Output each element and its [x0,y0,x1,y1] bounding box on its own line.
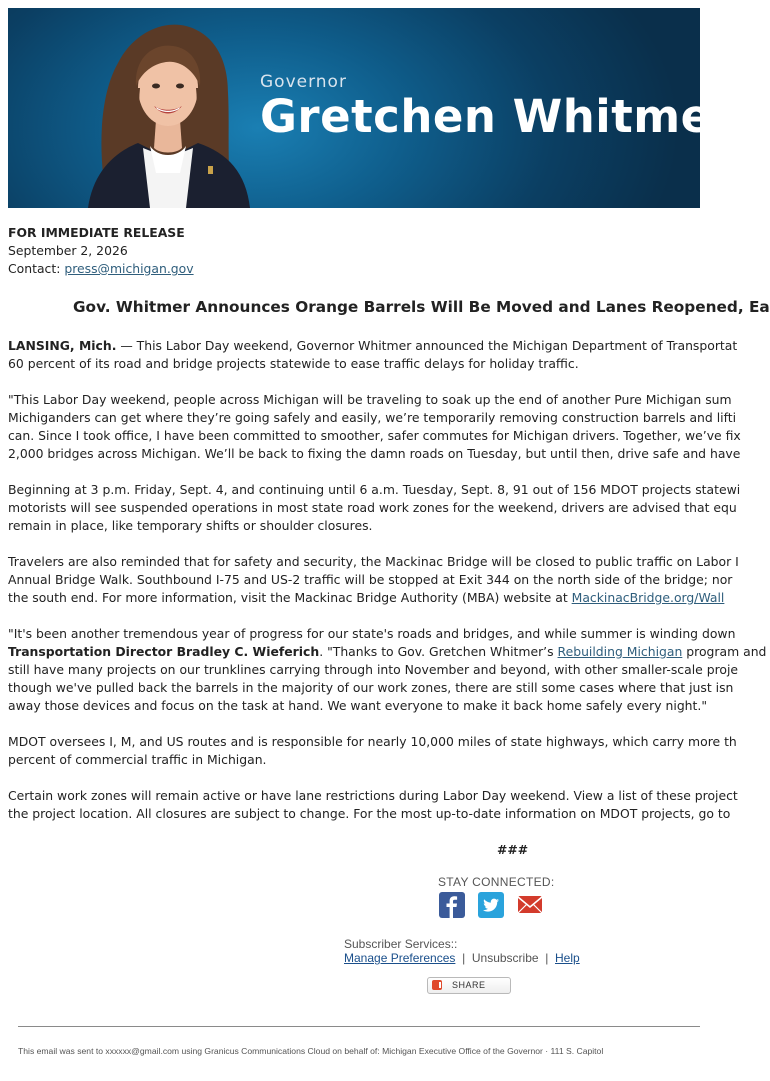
share-button[interactable] [427,977,511,994]
paragraph-5-line-4: though we've pulled back the barrels in the majority of our work zones, there are still some cases where that just isn [8,680,734,695]
governor-portrait [68,8,268,208]
paragraph-text: program and [682,644,767,659]
twitter-icon[interactable] [478,892,504,918]
dateline: LANSING, Mich. [8,338,117,353]
paragraph-6-line-2: percent of commercial traffic in Michigan. [8,752,267,767]
paragraph-1-line-1 [8,337,738,355]
paragraph-5-line-3: still have many projects on our trunklines carrying through into November and beyond, with other smaller-scale proje [8,662,739,677]
contact-email-link[interactable]: press@michigan.gov [64,261,194,276]
banner-title-name: Gretchen Whitmer [260,90,735,143]
paragraph-3-line-3: remain in place, like temporary shifts or shoulder closures. [8,518,373,533]
rebuilding-michigan-link[interactable]: Rebuilding Michigan [557,644,683,659]
paragraph-4-line-3 [8,589,725,607]
paragraph-6-line-1: MDOT oversees I, M, and US routes and is responsible for nearly 10,000 miles of state highways, which carry more th [8,734,737,749]
paragraph-7-line-1: Certain work zones will remain active or have lane restrictions during Labor Day weekend. View a list of these project [8,788,738,803]
paragraph-3-line-1: Beginning at 3 p.m. Friday, Sept. 4, and continuing until 6 a.m. Tuesday, Sept. 8, 91 out of 156 MDOT projects statewi [8,482,741,497]
paragraph-3-line-2: motorists will see suspended operations in most state road work zones for the weekend, drivers are advised that equ [8,500,737,515]
separator: | [455,951,472,965]
paragraph-5-line-2 [8,643,767,661]
paragraph-2-line-4: 2,000 bridges across Michigan. We’ll be back to fixing the damn roads on Tuesday, but until then, drive safe and have [8,446,741,461]
stay-connected-label: STAY CONNECTED: [438,875,555,889]
paragraph-text: . "Thanks to Gov. Gretchen Whitmer’s [319,644,558,659]
contact-label: Contact: [8,261,65,276]
headline: Gov. Whitmer Announces Orange Barrels Will Be Moved and Lanes Reopened, Ea [73,298,770,316]
facebook-icon[interactable] [439,892,465,918]
share-label: SHARE [452,980,486,990]
footer-divider [18,1026,700,1027]
mackinac-bridge-link[interactable]: MackinacBridge.org/Wall [571,590,725,605]
paragraph-2-line-3: can. Since I took office, I have been committed to smoother, safer commutes for Michigan drivers. Together, we’ve fix [8,428,741,443]
subscriber-services-label: Subscriber Services:: [344,937,458,951]
header-banner [8,8,735,208]
paragraph-text: the south end. For more information, visit the Mackinac Bridge Authority (MBA) website at [8,590,572,605]
manage-preferences-link[interactable]: Manage Preferences [344,951,456,965]
paragraph-2-line-2: Michiganders can get where they’re going safely and easily, we’re temporarily removing construction barrels and lifti [8,410,737,425]
help-link[interactable]: Help [555,951,580,965]
paragraph-4-line-2: Annual Bridge Walk. Southbound I-75 and US-2 traffic will be stopped at Exit 344 on the north side of the bridge; nor [8,572,733,587]
director-name: Transportation Director Bradley C. Wieferich [8,644,320,659]
end-mark: ### [497,842,529,857]
unsubscribe-link[interactable]: Unsubscribe [471,951,539,965]
share-icon [432,980,442,990]
release-contact [8,260,194,278]
paragraph-4-line-1: Travelers are also reminded that for safety and security, the Mackinac Bridge will be closed to public traffic on Labor I [8,554,739,569]
release-label: FOR IMMEDIATE RELEASE [8,225,185,240]
paragraph-1-line-2: 60 percent of its road and bridge projects statewide to ease traffic delays for holiday traffic. [8,356,579,371]
paragraph-5-line-5: away those devices and focus on the task at hand. We want everyone to make it back home safely every night." [8,698,708,713]
paragraph-7-line-2: the project location. All closures are subject to change. For the most up-to-date information on MDOT projects, go to [8,806,731,821]
paragraph-2-line-1: "This Labor Day weekend, people across Michigan will be traveling to soak up the end of another Pure Michigan sum [8,392,732,407]
footer-text: This email was sent to xxxxxx@gmail.com using Granicus Communications Cloud on behalf of: Michigan Executive Office of the Governor · 111 S. Capitol [18,1046,604,1056]
banner-title-prefix: Governor [260,72,347,92]
separator: | [538,951,556,965]
email-icon[interactable] [517,892,543,918]
subscriber-links [344,951,580,965]
paragraph-text: — This Labor Day weekend, Governor Whitmer announced the Michigan Department of Transportat [116,338,738,353]
paragraph-5-line-1: "It's been another tremendous year of progress for our state's roads and bridges, and while summer is winding down [8,626,736,641]
release-date: September 2, 2026 [8,243,128,258]
